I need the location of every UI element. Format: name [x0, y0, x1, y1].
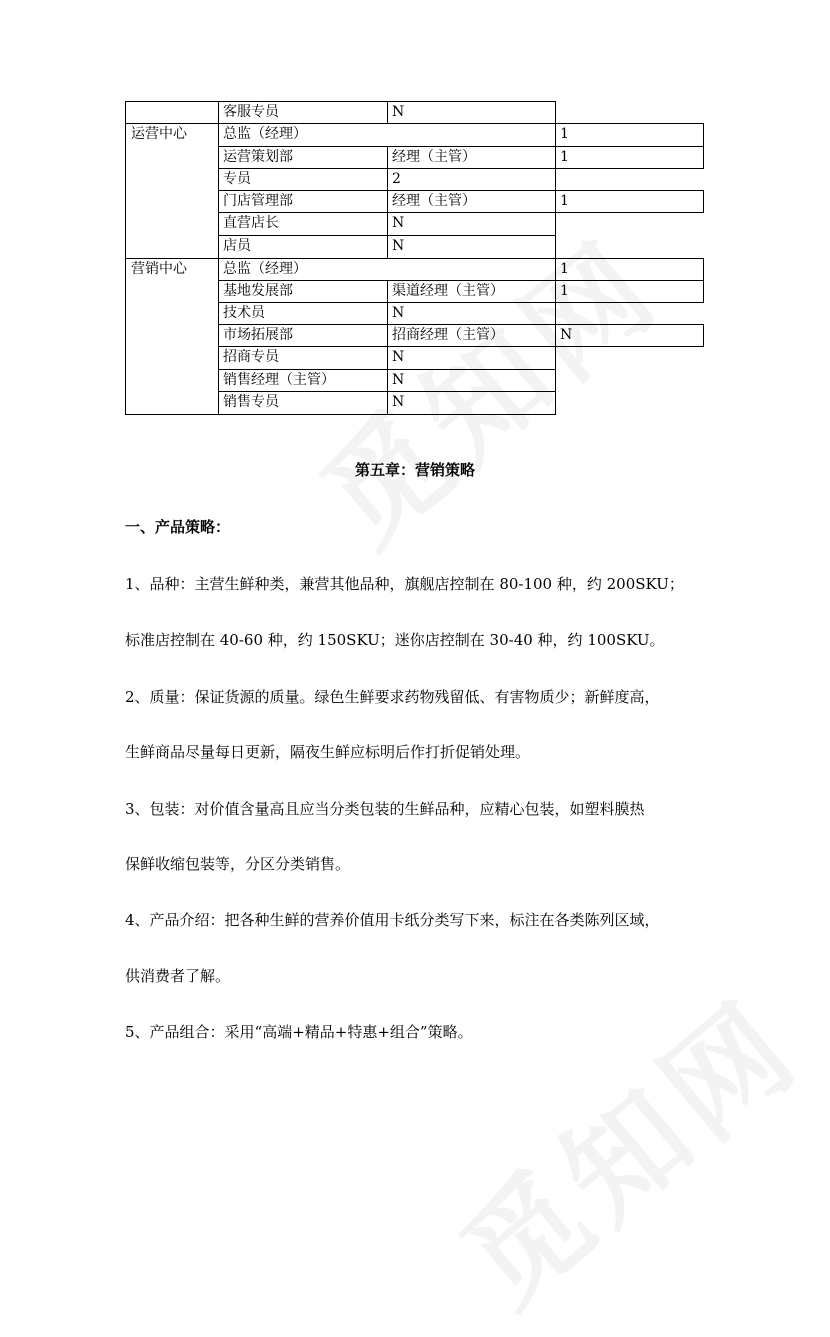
- table-cell: 市场拓展部: [218, 325, 388, 347]
- table-cell: N: [387, 370, 556, 392]
- table-cell: 销售经理（主管）: [218, 370, 388, 392]
- table-cell: N: [387, 303, 556, 325]
- table-cell: 招商经理（主管）: [387, 325, 556, 347]
- table-cell: 专员: [218, 169, 388, 191]
- table-cell: 1: [555, 258, 704, 281]
- table-cell: 1: [555, 281, 704, 303]
- table-cell: 直营店长: [218, 213, 388, 236]
- paragraph-line: 2、质量：保证货源的质量。绿色生鲜要求药物残留低、有害物质少；新鲜度高，: [125, 688, 660, 706]
- table-cell: N: [387, 392, 556, 415]
- table-cell: 招商专员: [218, 347, 388, 370]
- table-cell: 销售专员: [218, 392, 388, 415]
- table-cell: 1: [555, 123, 704, 147]
- table-cell: N: [387, 347, 556, 370]
- table-cell: 店员: [218, 236, 388, 259]
- table-cell: N: [555, 324, 704, 347]
- table-cell: 经理（主管）: [387, 147, 556, 169]
- table-cell: 基地发展部: [218, 281, 388, 303]
- table-cell: N: [387, 236, 556, 259]
- paragraph-line: 1、品种：主营生鲜种类，兼营其他品种，旗舰店控制在 80-100 种，约 200SKU；: [125, 575, 684, 593]
- paragraph-line: 3、包装：对价值含量高且应当分类包装的生鲜品种，应精心包装，如塑料膜热: [125, 800, 645, 818]
- watermark: [420, 955, 829, 1337]
- table-cell: 经理（主管）: [387, 191, 556, 213]
- table-cell: 门店管理部: [218, 191, 388, 213]
- dept-cell: [125, 101, 219, 124]
- table-cell: 运营策划部: [218, 147, 388, 169]
- table-cell: 1: [555, 190, 704, 213]
- paragraph-line: 生鲜商品尽量每日更新，隔夜生鲜应标明后作打折促销处理。: [125, 743, 531, 761]
- table-cell: 渠道经理（主管）: [387, 281, 556, 303]
- paragraph-line: 5、产品组合：采用“高端+精品+特惠+组合”策略。: [125, 1023, 473, 1041]
- table-cell: N: [387, 213, 556, 236]
- paragraph-line: 供消费者了解。: [125, 967, 231, 985]
- table-cell: 2: [387, 169, 556, 191]
- paragraph-line: 标准店控制在 40-60 种，约 150SKU；迷你店控制在 30-40 种，约 100SKU。: [125, 631, 665, 649]
- paragraph-line: 4、产品介绍：把各种生鲜的营养价值用卡纸分类写下来，标注在各类陈列区域，: [125, 911, 660, 929]
- dept-cell: 运营中心: [125, 124, 219, 259]
- dept-cell: 营销中心: [125, 259, 219, 415]
- section-title: 一、产品策略：: [125, 518, 231, 536]
- table-cell: 总监（经理）: [218, 124, 556, 147]
- paragraph-line: 保鲜收缩包装等，分区分类销售。: [125, 855, 351, 873]
- chapter-title: 第五章：营销策略: [354, 461, 475, 479]
- table-cell: 客服专员: [218, 101, 388, 124]
- table-cell: N: [387, 101, 556, 124]
- table-cell: 1: [555, 147, 704, 169]
- table-cell: 技术员: [218, 303, 388, 325]
- table-cell: 总监（经理）: [218, 259, 556, 281]
